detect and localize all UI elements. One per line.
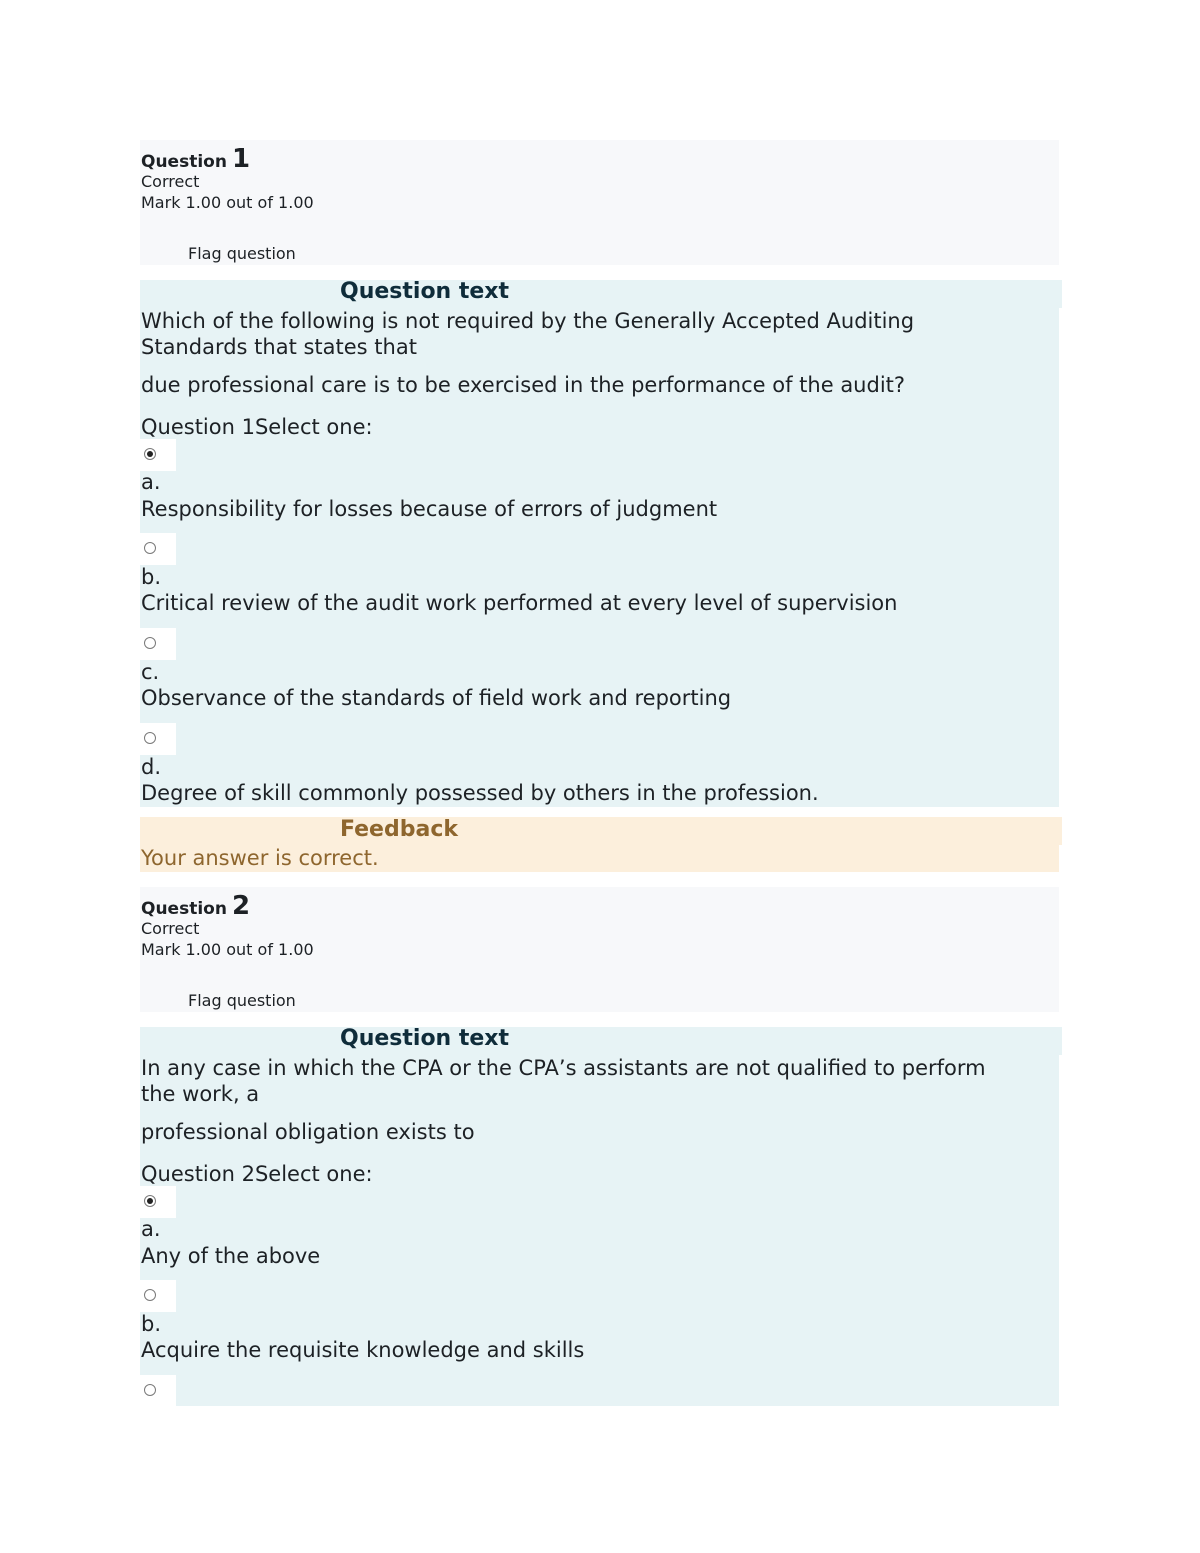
question-number	[141, 891, 250, 921]
question-label: Question	[141, 899, 227, 919]
question-text-line: due professional care is to be exercised in the performance of the audit?	[141, 373, 906, 397]
question-grade: Mark 1.00 out of 1.00	[141, 940, 314, 959]
answer-radio-b[interactable]	[140, 533, 176, 565]
question-state: Correct	[141, 919, 200, 938]
question-text-line: Which of the following is not required by the Generally Accepted Auditing	[141, 309, 915, 333]
radio-unchecked-icon[interactable]	[144, 1289, 156, 1301]
select-one-prompt: Question 1Select one:	[141, 415, 373, 439]
feedback-message: Your answer is correct.	[141, 846, 379, 870]
radio-checked-icon[interactable]	[144, 448, 156, 460]
answer-radio-a[interactable]	[140, 439, 176, 471]
flag-question-link[interactable]: Flag question	[188, 244, 296, 263]
question-text-heading-label: Question text	[340, 279, 510, 304]
answer-label-d[interactable]: Degree of skill commonly possessed by others in the profession.	[141, 781, 819, 805]
answer-letter-b: b.	[141, 565, 162, 589]
question-state: Correct	[141, 172, 200, 191]
answer-label-b[interactable]: Acquire the requisite knowledge and skills	[141, 1338, 585, 1362]
feedback-box	[140, 817, 1059, 872]
answer-radio-c[interactable]	[140, 1375, 176, 1407]
question-text-heading-label: Question text	[340, 1026, 510, 1051]
question-text-line: the work, a	[141, 1082, 260, 1106]
answer-letter-c: c.	[141, 660, 160, 684]
question-content	[140, 1027, 1059, 1406]
radio-unchecked-icon[interactable]	[144, 637, 156, 649]
question-text-line: Standards that states that	[141, 335, 417, 359]
answer-label-b[interactable]: Critical review of the audit work performed at every level of supervision	[141, 591, 898, 615]
answer-radio-a[interactable]	[140, 1186, 176, 1218]
question-text-line: In any case in which the CPA or the CPA’s assistants are not qualified to perform	[141, 1056, 986, 1080]
answer-label-c[interactable]: Observance of the standards of field work and reporting	[141, 686, 732, 710]
question-number	[141, 144, 250, 174]
question-number-value: 2	[232, 891, 251, 921]
feedback-heading-label: Feedback	[340, 817, 458, 842]
question-info	[140, 887, 1059, 1012]
select-one-prompt: Question 2Select one:	[141, 1162, 373, 1186]
answer-letter-d: d.	[141, 755, 162, 779]
question-info	[140, 140, 1059, 265]
radio-unchecked-icon[interactable]	[144, 1384, 156, 1396]
question-text-heading	[339, 1027, 1062, 1055]
question-label: Question	[141, 152, 227, 172]
question-content	[140, 280, 1059, 807]
question-text-heading	[339, 280, 1062, 308]
radio-unchecked-icon[interactable]	[144, 542, 156, 554]
feedback-heading	[339, 817, 1062, 845]
answer-radio-c[interactable]	[140, 628, 176, 660]
answer-letter-a: a.	[141, 1217, 161, 1241]
answer-letter-a: a.	[141, 470, 161, 494]
question-text-line: professional obligation exists to	[141, 1120, 475, 1144]
answer-radio-b[interactable]	[140, 1280, 176, 1312]
answer-label-a[interactable]: Responsibility for losses because of errors of judgment	[141, 497, 718, 521]
answer-radio-d[interactable]	[140, 723, 176, 755]
question-number-value: 1	[232, 144, 251, 174]
answer-letter-b: b.	[141, 1312, 162, 1336]
question-grade: Mark 1.00 out of 1.00	[141, 193, 314, 212]
radio-checked-icon[interactable]	[144, 1195, 156, 1207]
radio-unchecked-icon[interactable]	[144, 732, 156, 744]
answer-label-a[interactable]: Any of the above	[141, 1244, 321, 1268]
flag-question-link[interactable]: Flag question	[188, 991, 296, 1010]
